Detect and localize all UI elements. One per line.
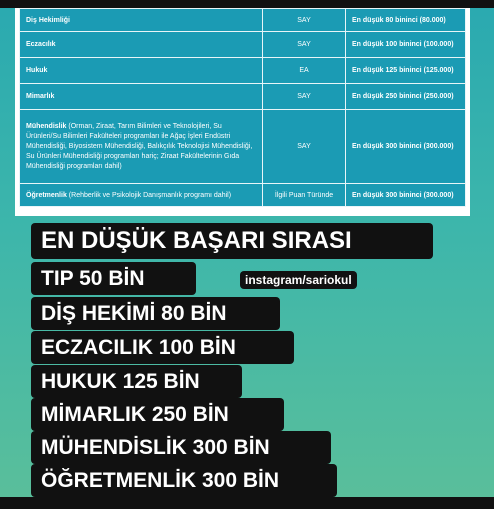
program-name: Öğretmenlik xyxy=(26,191,67,199)
caption-line: HUKUK 125 BİN xyxy=(41,370,200,393)
program-name: Hukuk xyxy=(26,67,48,74)
program-name: Diş Hekimliği xyxy=(26,16,70,24)
table-row xyxy=(20,110,466,184)
score-type-cell: SAY xyxy=(263,110,346,184)
table-row xyxy=(20,58,466,84)
rank-cell: En düşük 300 bininci (300.000) xyxy=(346,184,466,207)
caption-line: ÖĞRETMENLİK 300 BİN xyxy=(41,469,280,492)
program-name: Mimarlık xyxy=(26,93,55,100)
program-cell xyxy=(20,110,263,184)
requirements-table xyxy=(19,8,466,207)
score-type-cell: SAY xyxy=(263,84,346,110)
caption-title: EN DÜŞÜK BAŞARI SIRASI xyxy=(41,227,352,254)
rank-cell: En düşük 300 bininci (300.000) xyxy=(346,110,466,184)
rank-cell: En düşük 100 bininci (100.000) xyxy=(346,32,466,58)
program-detail: (Rehberlik ve Psikolojik Danışmanlık programı dahil) xyxy=(66,191,232,199)
table-row xyxy=(20,184,466,207)
program-name: Eczacılık xyxy=(26,41,56,48)
requirements-table-image xyxy=(15,8,470,216)
caption-line: ECZACILIK 100 BİN xyxy=(41,336,236,359)
program-cell xyxy=(20,58,263,84)
program-cell xyxy=(20,84,263,110)
table-row xyxy=(20,9,466,32)
score-type-cell: SAY xyxy=(263,9,346,32)
caption-line: MÜHENDİSLİK 300 BİN xyxy=(41,436,270,459)
top-frame-bar xyxy=(0,0,494,8)
rank-cell: En düşük 250 bininci (250.000) xyxy=(346,84,466,110)
instagram-handle-label: instagram/sariokul xyxy=(240,271,357,289)
table-row xyxy=(20,32,466,58)
program-cell xyxy=(20,184,263,207)
caption-line: MİMARLIK 250 BİN xyxy=(41,403,229,426)
program-cell xyxy=(20,9,263,32)
program-cell xyxy=(20,32,263,58)
bottom-frame-bar xyxy=(0,497,494,509)
score-type-cell: İlgili Puan Türünde xyxy=(263,184,346,207)
rank-cell: En düşük 125 bininci (125.000) xyxy=(346,58,466,84)
caption-line: DİŞ HEKİMİ 80 BİN xyxy=(41,302,227,325)
table-row xyxy=(20,84,466,110)
program-detail: (Orman, Ziraat, Tarım Bilimleri ve Teknolojileri, Su Ürünleri/Su Bilimleri Fakülteleri programları ile Ağaç İşleri Endüstri Mühendisliği, Biyosistem Mühendisliği, Balıkçılık Teknolojisi Mühendisliği, Su Ürünleri Mühendisliği programları hariç; Ziraat Fakültelerinin Gıda Mühendisliği programları dahil) xyxy=(26,122,253,170)
caption-line: TIP 50 BİN xyxy=(41,267,145,290)
program-name: Mühendislik xyxy=(26,122,67,130)
score-type-cell: EA xyxy=(263,58,346,84)
score-type-cell: SAY xyxy=(263,32,346,58)
rank-cell: En düşük 80 bininci (80.000) xyxy=(346,9,466,32)
